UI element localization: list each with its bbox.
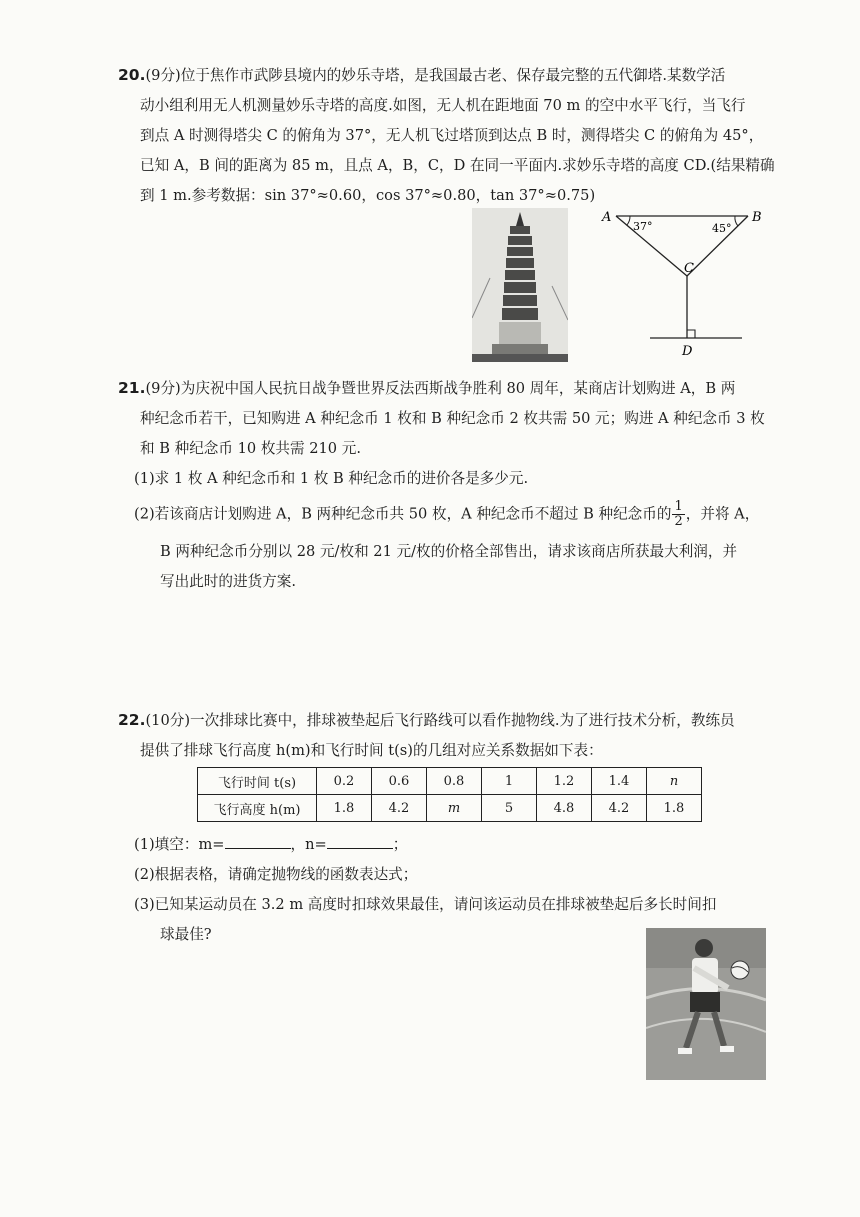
p20-line-1: 20.(9分)位于焦作市武陟县境内的妙乐寺塔，是我国最古老、保存最完整的五代御塔.某数学活 <box>118 66 726 84</box>
angle-37-label: 37° <box>633 220 653 233</box>
p20-number: 20. <box>118 66 146 84</box>
p22-q3-line-2: 球最佳? <box>160 926 212 943</box>
answer-blank-m[interactable] <box>225 834 291 849</box>
label-D: D <box>682 344 693 359</box>
table-cell: 5 <box>482 795 537 822</box>
p20-diagram <box>600 204 770 362</box>
table-cell: 0.6 <box>372 768 427 795</box>
p22-number: 22. <box>118 711 146 729</box>
table-cell: 1.2 <box>537 768 592 795</box>
flight-data-table <box>197 767 702 822</box>
p21-q2-line-3: 写出此时的进货方案. <box>160 573 296 590</box>
table-cell: 4.2 <box>372 795 427 822</box>
fraction-one-half: $\frac{1}{2}$ <box>674 499 683 529</box>
p20-line-2: 动小组利用无人机测量妙乐寺塔的高度.如图，无人机在距地面 70 m 的空中水平飞行，当飞行 <box>140 97 746 114</box>
p21-line-1: 21.(9分)为庆祝中国人民抗日战争暨世界反法西斯战争胜利 80 周年，某商店计划购进 A，B 两 <box>118 379 736 397</box>
table-cell: 1.8 <box>647 795 702 822</box>
table-header-cell: 飞行高度 h(m) <box>198 795 317 822</box>
label-B: B <box>752 210 762 225</box>
p20-line-4: 已知 A，B 间的距离为 85 m，且点 A，B，C，D 在同一平面内.求妙乐寺塔的高度 CD.(结果精确 <box>140 157 775 174</box>
table-cell: 1 <box>482 768 537 795</box>
table-cell: 0.8 <box>427 768 482 795</box>
table-cell: 0.2 <box>317 768 372 795</box>
p21-q2-line-1: (2)若该商店计划购进 A，B 两种纪念币共 50 枚，A 种纪念币不超过 B 种纪念币的 $\frac{1}{2}$ ，并将 A， <box>134 499 760 529</box>
label-A: A <box>602 210 612 225</box>
p21-q1: (1)求 1 枚 A 种纪念币和 1 枚 B 种纪念币的进价各是多少元. <box>134 470 529 487</box>
answer-blank-n[interactable] <box>327 834 393 849</box>
table-cell: 1.8 <box>317 795 372 822</box>
p22-line-1: 22.(10分)一次排球比赛中，排球被垫起后飞行路线可以看作抛物线.为了进行技术分析，教练员 <box>118 711 735 729</box>
angle-45-label: 45° <box>712 222 732 235</box>
table-cell: 4.2 <box>592 795 647 822</box>
table-cell: 1.4 <box>592 768 647 795</box>
p22-q1: (1)填空：m= ，n= ； <box>134 836 408 853</box>
p21-number: 21. <box>118 379 146 397</box>
volleyball-player-photo <box>646 928 766 1080</box>
table-cell: n <box>647 768 702 795</box>
table-cell: m <box>427 795 482 822</box>
p22-line-2: 提供了排球飞行高度 h(m)和飞行时间 t(s)的几组对应关系数据如下表： <box>140 742 603 759</box>
p21-q2-line-2: B 两种纪念币分别以 28 元/枚和 21 元/枚的价格全部售出，请求该商店所获最大利润，并 <box>160 543 738 560</box>
p20-line-3: 到点 A 时测得塔尖 C 的俯角为 37°，无人机飞过塔顶到达点 B 时，测得塔尖 C 的俯角为 45°， <box>140 127 764 144</box>
pagoda-photo <box>472 208 568 362</box>
table-header-cell: 飞行时间 t(s) <box>198 768 317 795</box>
p20-line-5: 到 1 m.参考数据：sin 37°≈0.60，cos 37°≈0.80，tan 37°≈0.75) <box>140 187 596 204</box>
table-cell: 4.8 <box>537 795 592 822</box>
p22-q3-line-1: (3)已知某运动员在 3.2 m 高度时扣球效果最佳，请问该运动员在排球被垫起后多长时间扣 <box>134 896 717 913</box>
table-row <box>198 795 702 822</box>
table-row <box>198 768 702 795</box>
p21-line-3: 和 B 种纪念币 10 枚共需 210 元. <box>140 440 361 457</box>
label-C: C <box>684 261 694 276</box>
p21-line-2: 种纪念币若干，已知购进 A 种纪念币 1 枚和 B 种纪念币 2 枚共需 50 元；购进 A 种纪念币 3 枚 <box>140 410 765 427</box>
p22-q2: (2)根据表格，请确定抛物线的函数表达式； <box>134 866 418 883</box>
